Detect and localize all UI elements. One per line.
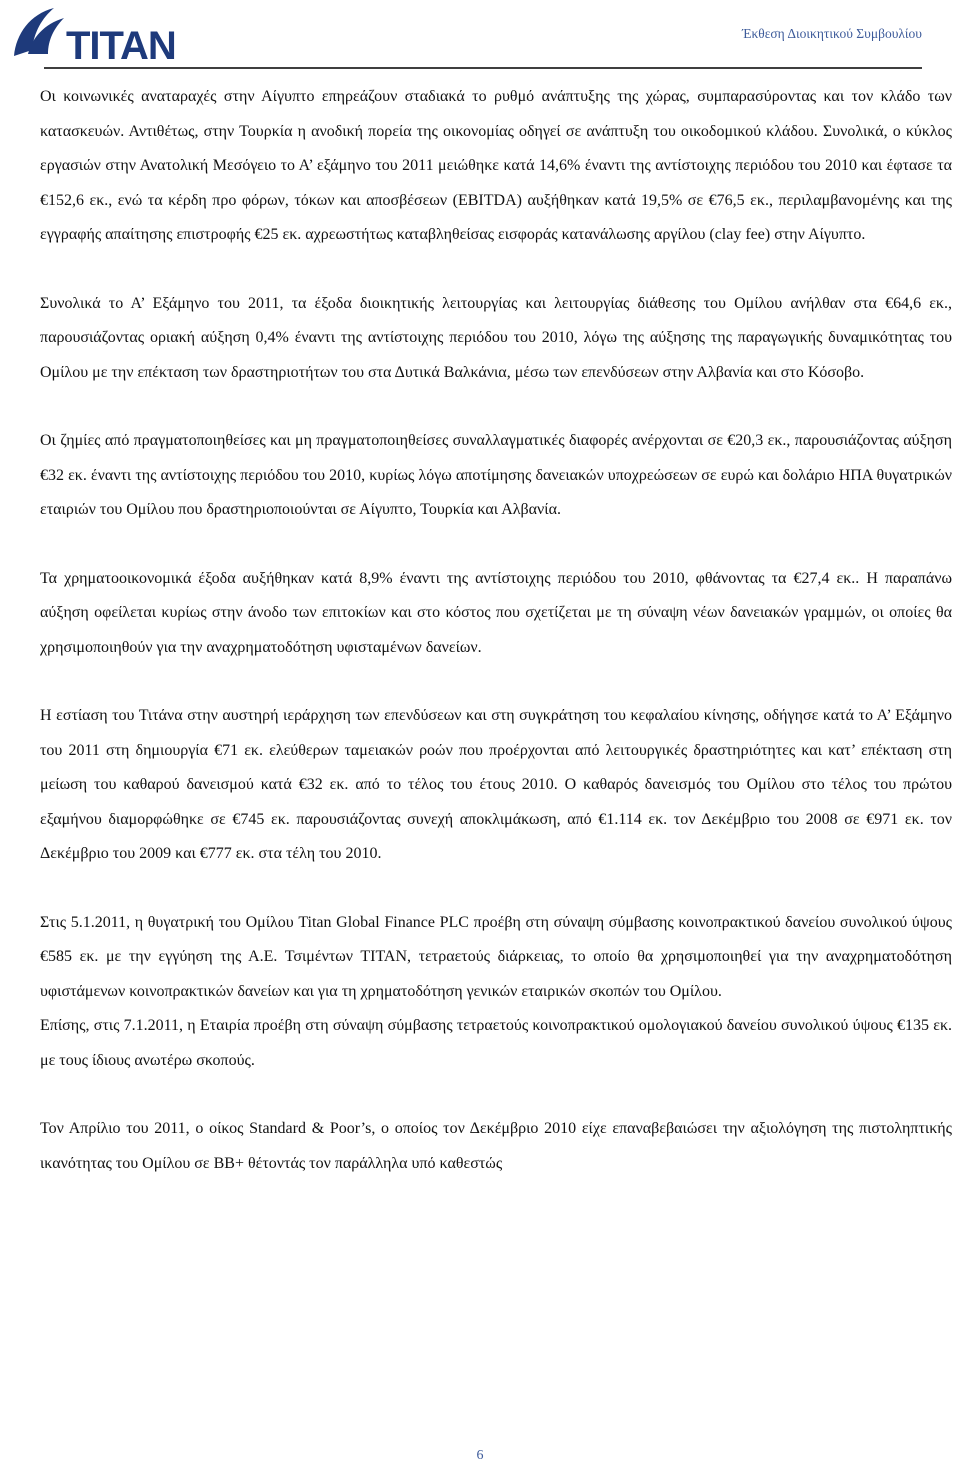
paragraph-fx-losses: Οι ζημίες από πραγματοποιηθείσες και μη πραγματοποιηθείσες συναλλαγματικές διαφορές ανέρχονται σε €20,3 εκ., παρουσιάζοντας αύξηση €32 εκ. έναντι της αντίστοιχης περιόδου του 2010, κυρίως λόγω αποτίμησης δανειακών υποχρεώσεων σε ευρώ και δολάριο ΗΠΑ θυγατρικών εταιριών του Ομίλου που δραστηριοποιούνται σε Αίγυπτο, Τουρκία και Αλβανία.: [40, 432, 952, 518]
titan-logo: [8, 4, 213, 66]
paragraph-finance-costs: Τα χρηματοοικονομικά έξοδα αυξήθηκαν κατά 8,9% έναντι της αντίστοιχης περιόδου του 2010, φθάνοντας τα €27,4 εκ.. Η παραπάνω αύξηση οφείλεται κυρίως στην άνοδο των επιτοκίων και στο κόστος που σχετίζεται με τη σύναψη νέων δανειακών γραμμών, οι οποίες θα χρησιμοποιηθούν για την αναχρηματοδότηση υφισταμένων δανείων.: [40, 569, 952, 656]
document-body: [40, 80, 952, 1181]
paragraph-cash-flows: Η εστίαση του Τιτάνα στην αυστηρή ιεράρχηση των επενδύσεων και στη συγκράτηση του κεφαλαίου κίνησης, οδήγησε κατά το Α’ Εξάμηνο του 2011 στη δημιουργία €71 εκ. ελεύθερων ταμειακών ροών που προέρχονται από λειτουργικές δραστηριότητες και κατ’ επέκταση στη μείωση του καθαρού δανεισμού κατά €32 εκ. από το τέλος του έτους 2010. Ο καθαρός δανεισμός του Ομίλου στο τέλος του πρώτου εξαμήνου διαμορφώθηκε σε €745 εκ. παρουσιάζοντας συνεχή αποκλιμάκωση, από €1.114 εκ. τον Δεκέμβριο του 2008 σε €971 εκ. τον Δεκέμβριο του 2009 και €777 εκ. στα τέλη του 2010.: [40, 707, 952, 862]
page-header: [0, 0, 960, 72]
paragraph-admin-expenses: Συνολικά το Α’ Εξάμηνο του 2011, τα έξοδα διοικητικής λειτουργίας και λειτουργίας διάθεσης του Ομίλου ανήλθαν στα €64,6 εκ., παρουσιάζοντας οριακή αύξηση 0,4% έναντι της αντίστοιχης περιόδου του 2010, λόγω της αύξησης της παραγωγικής δυναμικότητας του Ομίλου με την επέκταση των δραστηριοτήτων του στα Δυτικά Βαλκάνια, μέσω των επενδύσεων στην Αλβανία και στο Κόσοβο.: [40, 294, 952, 381]
paragraph-egypt-turkey: Οι κοινωνικές αναταραχές στην Αίγυπτο επηρεάζουν σταδιακά το ρυθμό ανάπτυξης της χώρας, συμπαρασύροντας και τον κλάδο των κατασκευών. Αντιθέτως, στην Τουρκία η ανοδική πορεία της οικονομίας οδηγεί σε ανάπτυξη του οικοδομικού κλάδου. Συνολικά, ο κύκλος εργασιών στην Ανατολική Μεσόγειο το Α’ εξάμηνο του 2011 μειώθηκε κατά 14,6% έναντι της αντίστοιχης περιόδου του 2010 και έφτασε τα €152,6 εκ., ενώ τα κέρδη προ φόρων, τόκων και αποσβέσεων (EBITDA) αυξήθηκαν κατά 19,5% σε €76,5 εκ., περιλαμβανομένης και της εγγραφής απαίτησης επιστροφής €25 εκ. αχρεωστήτως καταβληθείσας εισφοράς κατανάλωσης αργίλου (clay fee) στην Αίγυπτο.: [40, 88, 952, 243]
document-title: Έκθεση Διοικητικού Συμβουλίου: [742, 26, 922, 41]
paragraph-credit-rating: Τον Απρίλιο του 2011, ο οίκος Standard & Poor’s, ο οποίος τον Δεκέμβριο 2010 είχε επαναβεβαιώσει την αξιολόγηση της πιστοληπτικής ικανότητας του Ομίλου σε BB+ θέτοντάς τον παράλληλα υπό καθεστώς: [40, 1120, 952, 1172]
paragraph-syndicated-loan: Στις 5.1.2011, η θυγατρική του Ομίλου Titan Global Finance PLC προέβη στη σύναψη σύμβασης κοινοπρακτικού δανείου συνολικού ύψους €585 εκ. με την εγγύηση της Α.Ε. Τσιμέντων ΤΙΤΑΝ, τετραετούς διάρκειας, το οποίο θα χρησιμοποιηθεί για την αναχρηματοδότηση υφιστάμενων κοινοπρακτικών δανείων και για τη χρηματοδότηση γενικών εταιρικών σκοπών του Ομίλου.: [40, 913, 952, 1000]
page-number: 6: [476, 1448, 484, 1463]
header-divider: [44, 67, 922, 69]
svg-text:TITAN: TITAN: [66, 24, 176, 66]
paragraph-bond-loan: Επίσης, στις 7.1.2011, η Εταιρία προέβη στη σύναψη σύμβασης τετραετούς κοινοπρακτικού ομολογιακού δανείου συνολικού ύψους €135 εκ. με τους ίδιους ανωτέρω σκοπούς.: [40, 1017, 952, 1069]
